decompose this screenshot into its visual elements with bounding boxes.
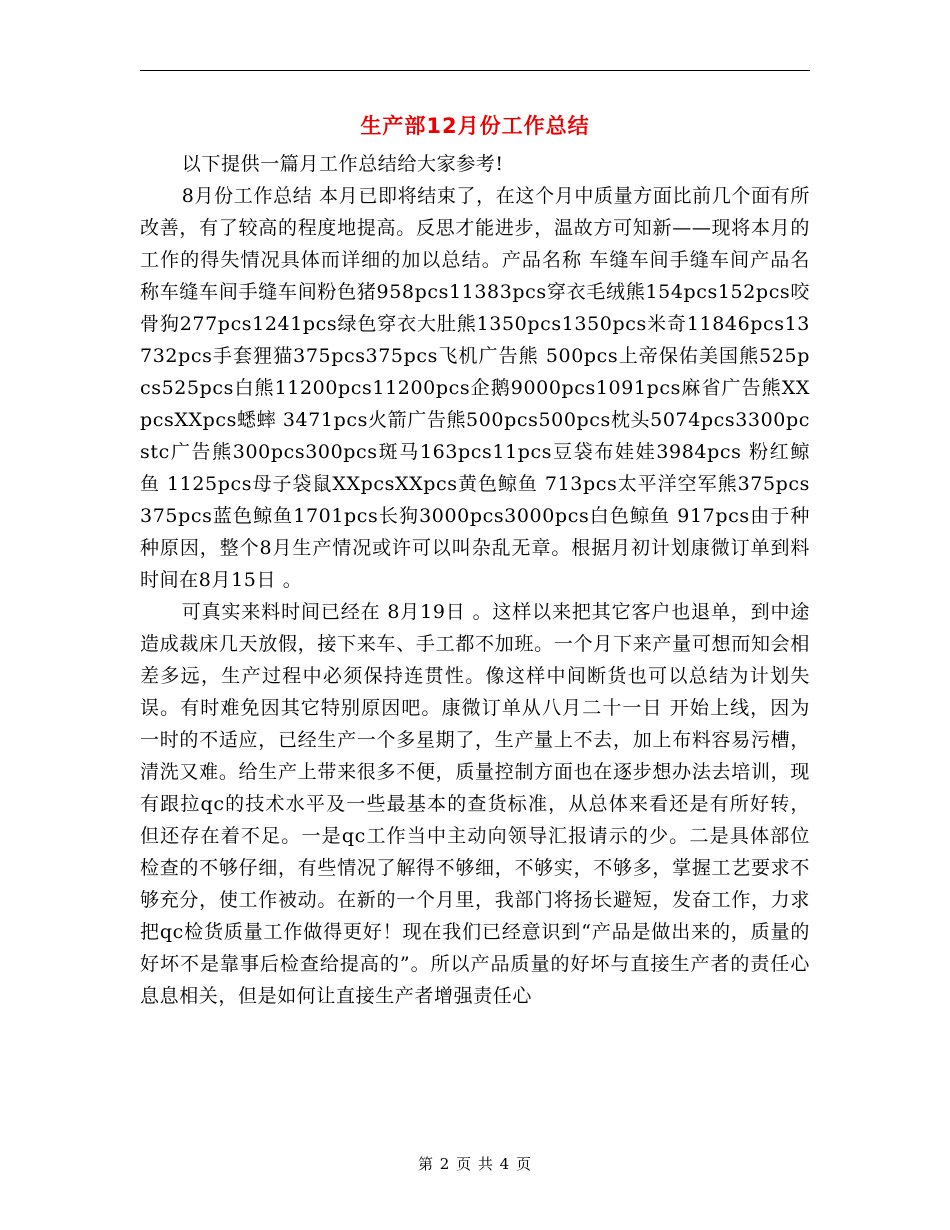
paragraph-analysis: 可真实来料时间已经在 8月19日 。这样以来把其它客户也退单，到中途造成裁床几天放假，接下来车、手工都不加班。一个月下来产量可想而知会相差多远，生产过程中必须保持连贯性。像这样中间断货也可以总结为计划失误。有时难免因其它特别原因吧。康微订单从八月二十一日 开始上线，因为一时的不适应，已经生产一个多星期了，生产量上不去，加上布料容易污槽，清洗又难。给生产上带来很多不便，质量控制方面也在逐步想办法去培训，现有跟拉qc的技术水平及一些最基本的查货标准，从总体来看还是有所好转，但还存在着不足。一是qc工作当中主动向领导汇报请示的少。二是具体部位检查的不够仔细，有些情况了解得不够细，不够实，不够多，掌握工艺要求不够充分，使工作被动。在新的一个月里，我部门将扬长避短，发奋工作，力求把qc检货质量工作做得更好！现在我们已经意识到“产品是做出来的，质量的好坏不是靠事后检查给提高的”。所以产品质量的好坏与直接生产者的责任心息息相关，但是如何让直接生产者增强责任心 [140, 601, 810, 1007]
paragraph-summary: 8月份工作总结 本月已即将结束了，在这个月中质量方面比前几个面有所改善，有了较高的程度地提高。反思才能进步，温故方可知新——现将本月的工作的得失情况具体而详细的加以总结。产品名称 车缝车间手缝车间产品名称车缝车间手缝车间粉色猪958pcs11383pcs穿衣毛绒熊154pcs152pcs咬骨狗277pcs1241pcs绿色穿衣大肚熊1350pcs1350pcs米奇11846pcs13732pcs手套狸猫375pcs375pcs飞机广告熊 500pcs上帝保佑美国熊525pcs525pcs白熊11200pcs11200pcs企鹅9000pcs1091pcs麻省广告熊XXpcsXXpcs蟋蟀 3471pcs火箭广告熊500pcs500pcs枕头5074pcs3300pcstc广告熊300pcs300pcs斑马163pcs11pcs豆袋布娃娃3984pcs 粉红鲸鱼 1125pcs母子袋鼠XXpcsXXpcs黄色鲸鱼 713pcs太平洋空军熊375pcs375pcs蓝色鲸鱼1701pcs长狗3000pcs3000pcs白色鲸鱼 917pcs由于种种原因，整个8月生产情况或许可以叫杂乱无章。根据月初计划康微订单到料时间在8月15日 。 [140, 185, 810, 591]
page-footer: 第 2 页 共 4 页 [418, 1155, 532, 1173]
document-body [140, 148, 810, 1012]
paragraph-intro: 以下提供一篇月工作总结给大家参考! [181, 153, 504, 175]
header-rule [140, 70, 810, 71]
document-title: 生产部12月份工作总结 [360, 114, 590, 138]
